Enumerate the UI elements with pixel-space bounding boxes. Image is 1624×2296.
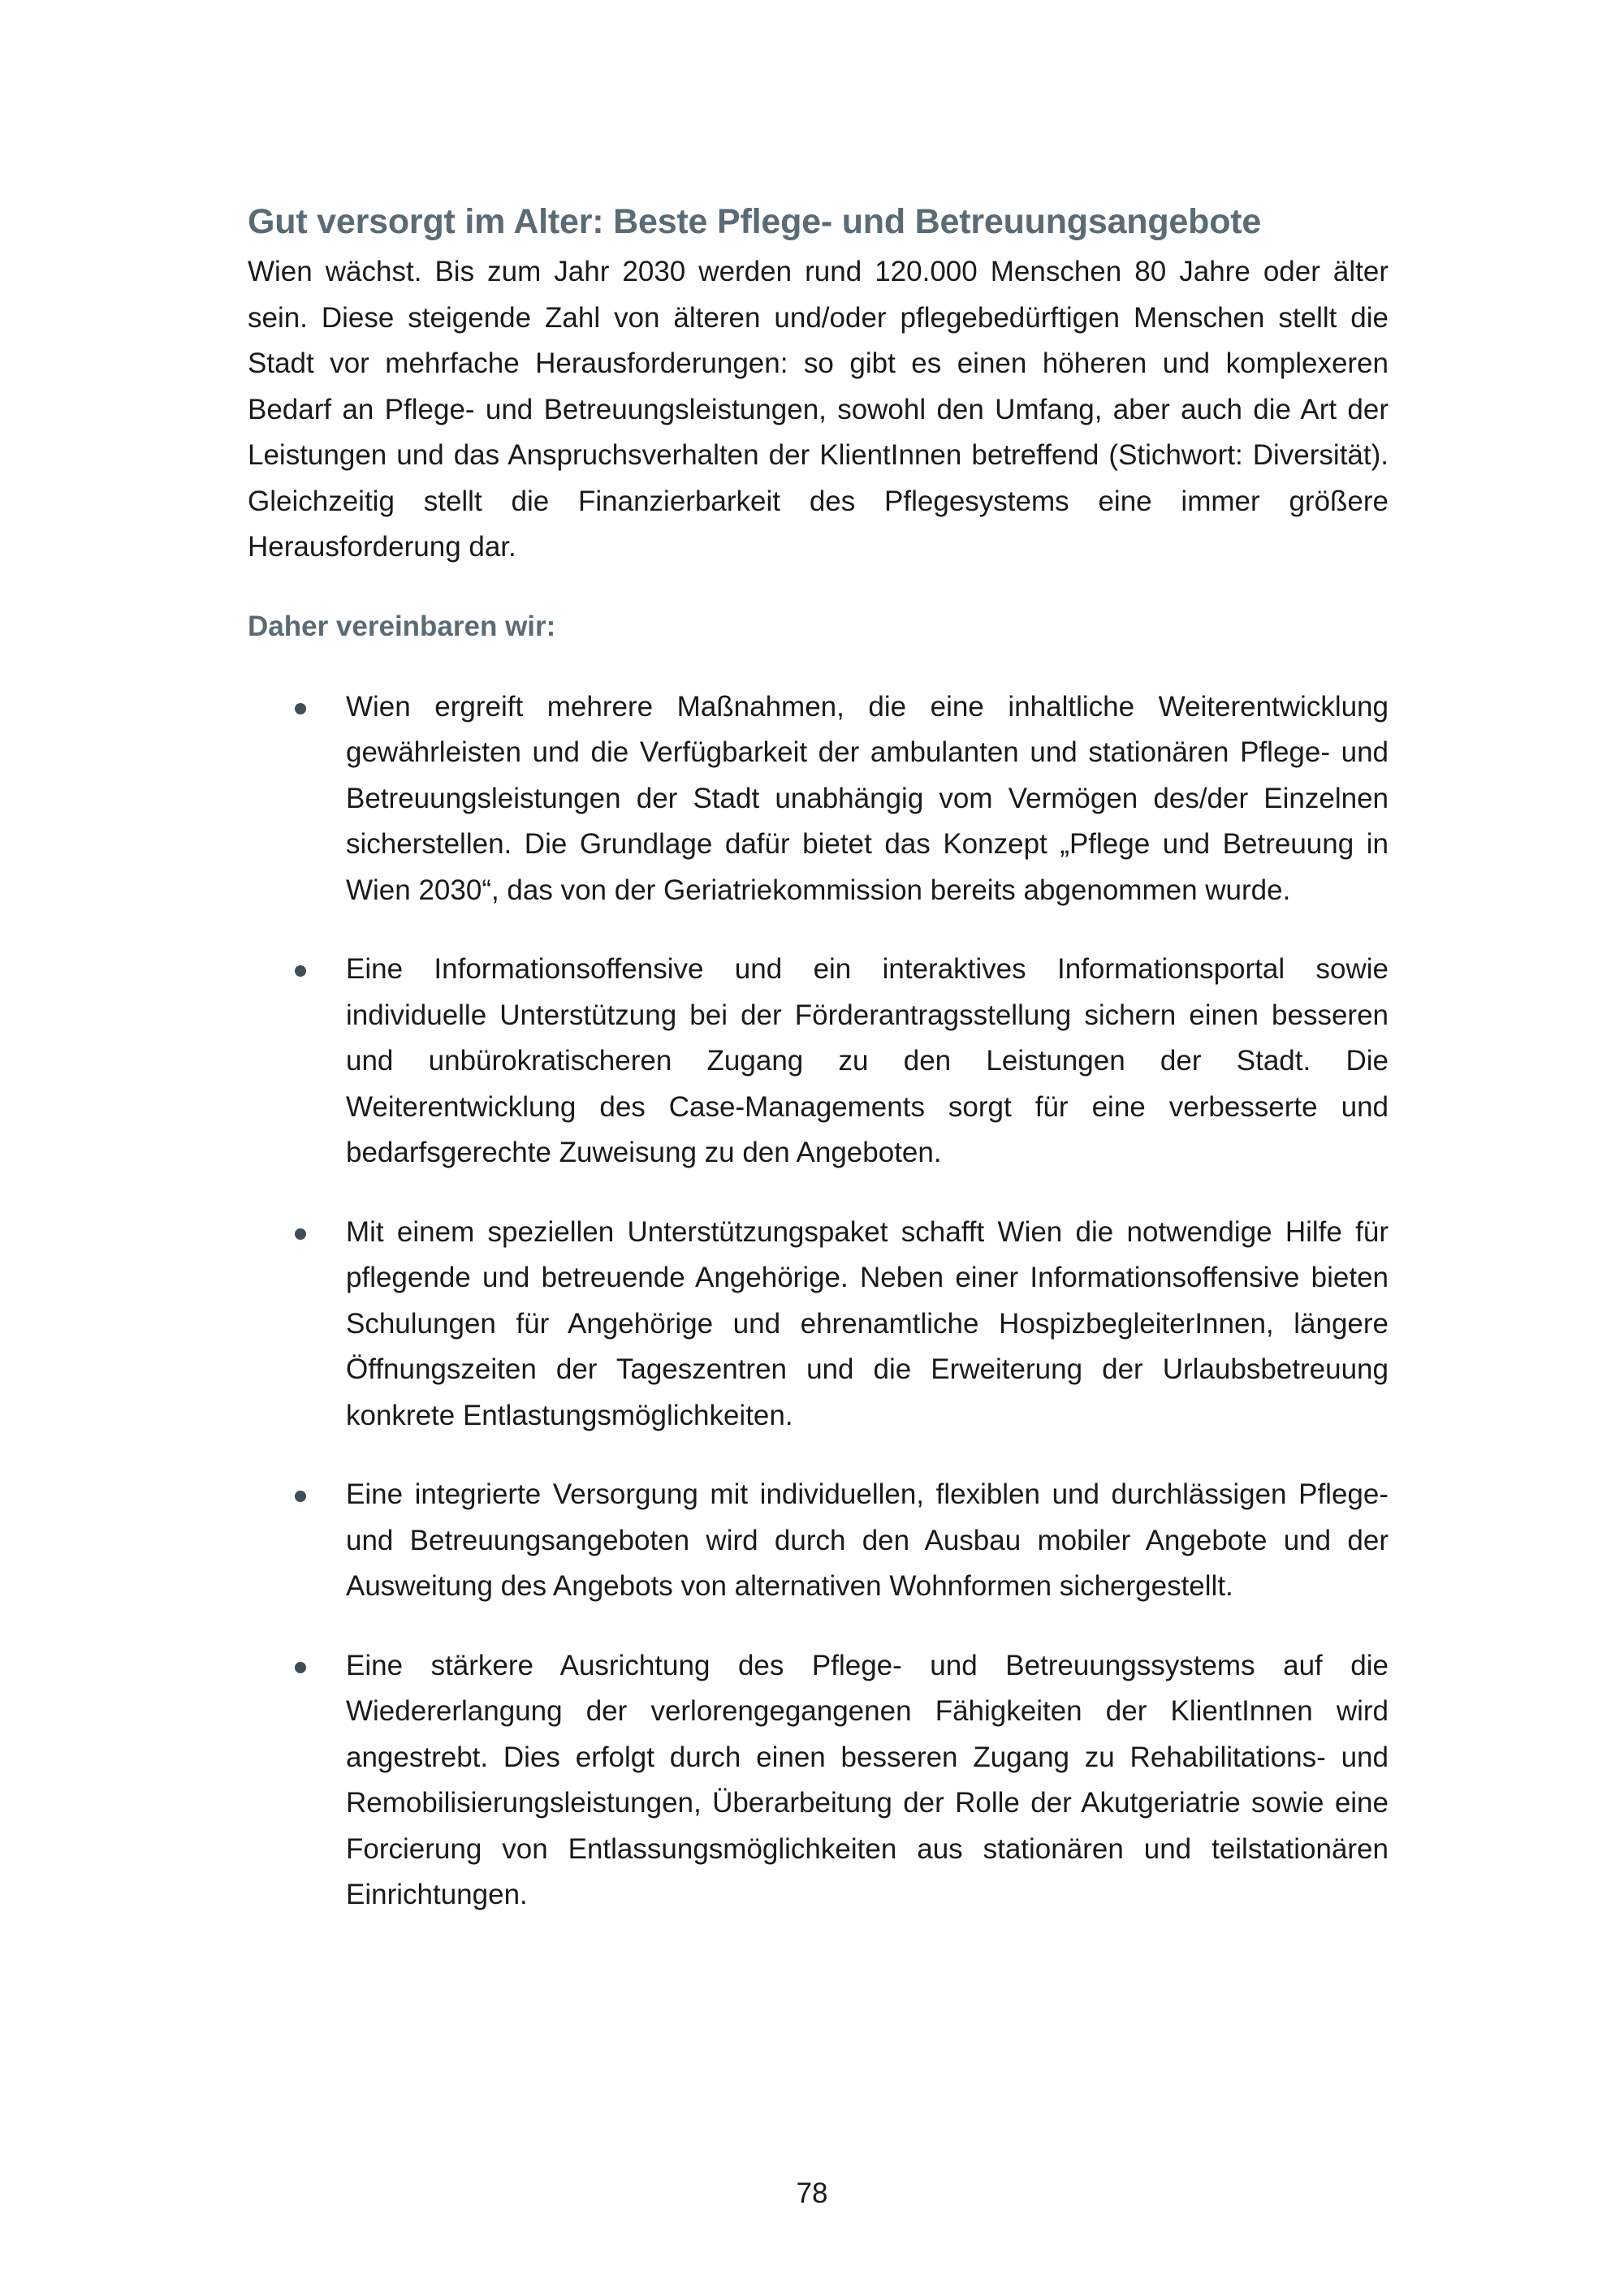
list-item xyxy=(248,947,1389,1176)
list-item xyxy=(248,1210,1389,1439)
bullet-icon xyxy=(295,703,306,714)
document-page xyxy=(248,199,1389,1952)
list-item-text: Eine integrierte Versorgung mit individuellen, flexiblen und durchlässigen Pflege- und Betreuungsangeboten wird durch den Ausbau mobiler Angebote und der Ausweitung des Angebots von alternativen Wohnformen sichergestellt. xyxy=(346,1478,1389,1602)
list-item-text: Eine Informationsoffensive und ein interaktives Informationsportal sowie individuelle Unterstützung bei der Förderantragsstellung sichern einen besseren und unbürokratischeren Zugang zu den Leistungen der Stadt. Die Weiterentwicklung des Case-Managements sorgt für eine verbesserte und bedarfsgerechte Zuweisung zu den Angeboten. xyxy=(346,953,1389,1168)
list-item-text: Wien ergreift mehrere Maßnahmen, die eine inhaltliche Weiterentwicklung gewährleisten und die Verfügbarkeit der ambulanten und stationären Pflege- und Betreuungsleistungen der Stadt unabhängig vom Vermögen des/der Einzelnen sicherstellen. Die Grundlage dafür bietet das Konzept „Pflege und Betreuung in Wien 2030“, das von der Geriatriekommission bereits abgenommen wurde. xyxy=(346,690,1389,906)
bullet-icon xyxy=(295,1491,306,1502)
bullet-icon xyxy=(295,1228,306,1240)
agreement-subheading: Daher vereinbaren wir: xyxy=(248,610,556,642)
list-item xyxy=(248,1643,1389,1918)
list-item xyxy=(248,1472,1389,1610)
list-item xyxy=(248,684,1389,914)
page-number: 78 xyxy=(796,2177,828,2209)
list-item-text: Eine stärkere Ausrichtung des Pflege- und Betreuungssystems auf die Wiedererlangung der verlorengegangenen Fähigkeiten der KlientInnen wird angestrebt. Dies erfolgt durch einen besseren Zugang zu Rehabilitations- und Remobilisierungsleistungen, Überarbeitung der Rolle der Akutgeriatrie sowie eine Forcierung von Entlassungsmöglichkeiten aus stationären und teilstationären Einrichtungen. xyxy=(346,1649,1389,1910)
bullet-icon xyxy=(295,1662,306,1673)
bullet-icon xyxy=(295,965,306,977)
measures-list xyxy=(248,684,1389,1918)
intro-paragraph: Wien wächst. Bis zum Jahr 2030 werden rund 120.000 Menschen 80 Jahre oder älter sein. Diese steigende Zahl von älteren und/oder pflegebedürftigen Menschen stellt die Stadt vor mehrfache Herausforderungen: so gibt es einen höheren und komplexeren Bedarf an Pflege- und Betreuungsleistungen, sowohl den Umfang, aber auch die Art der Leistungen und das Anspruchsverhalten der KlientInnen betreffend (Stichwort: Diversität). Gleichzeitig stellt die Finanzierbarkeit des Pflegesystems eine immer größere Herausforderung dar. xyxy=(248,256,1389,563)
list-item-text: Mit einem speziellen Unterstützungspaket schafft Wien die notwendige Hilfe für pflegende und betreuende Angehörige. Neben einer Informationsoffensive bieten Schulungen für Angehörige und ehrenamtliche HospizbegleiterInnen, längere Öffnungszeiten der Tageszentren und die Erweiterung der Urlaubsbetreuung konkrete Entlastungsmöglichkeiten. xyxy=(346,1215,1389,1431)
section-title: Gut versorgt im Alter: Beste Pflege- und Betreuungsangebote xyxy=(248,202,1262,241)
